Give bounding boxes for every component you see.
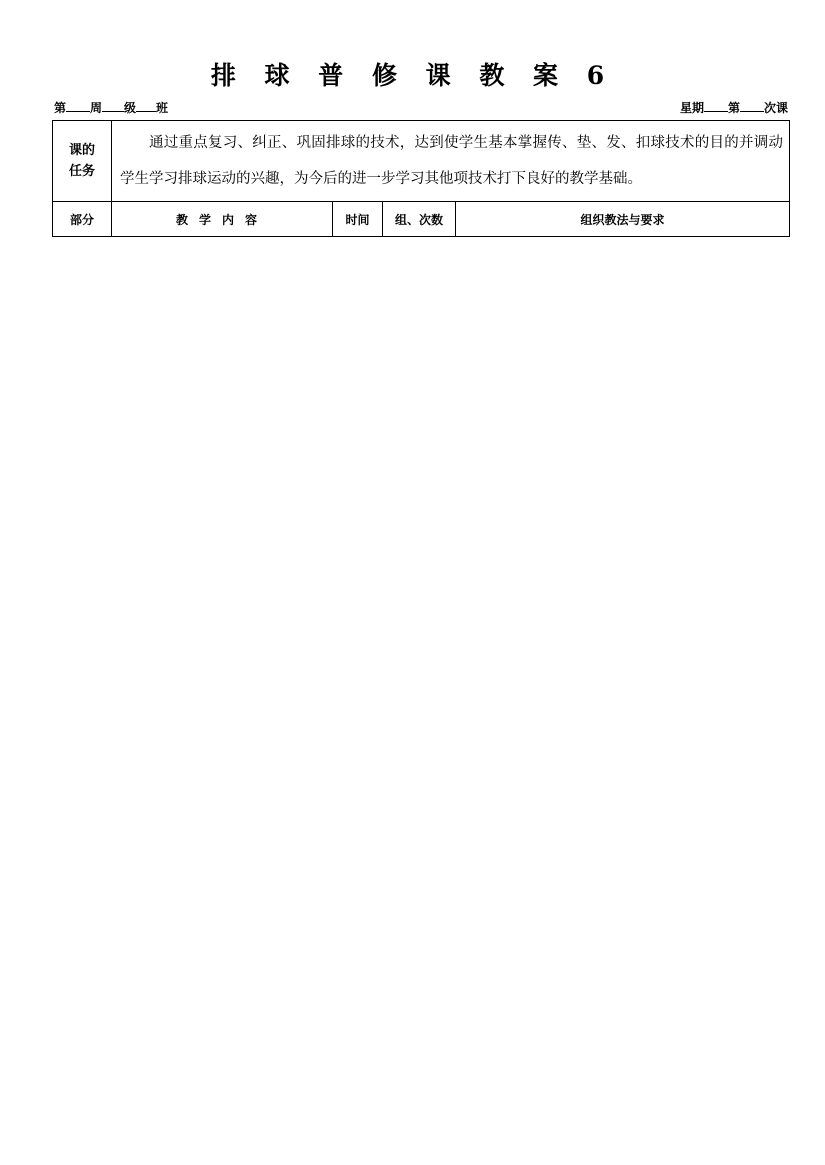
class-info-row: [54, 99, 788, 119]
lesson-prefix: 第: [727, 101, 740, 115]
task-label-line2: 任务: [68, 164, 95, 179]
header-groups: 组、次数: [383, 202, 456, 237]
header-row: [53, 202, 790, 237]
lesson-label: 次课: [763, 101, 788, 115]
header-time: 时间: [333, 202, 383, 237]
grade-label: 级: [124, 101, 137, 115]
header-method: 组织教法与要求: [456, 202, 790, 237]
lesson-blank: [740, 99, 764, 112]
class-blank: [136, 99, 156, 112]
task-label-cell: [53, 121, 112, 202]
document-title: 排 球 普 修 课 教 案 6: [210, 61, 615, 90]
week-label: 周: [90, 101, 103, 115]
weekday-lesson: [680, 99, 788, 116]
weekday-label: 星期: [679, 101, 704, 115]
week-blank: [66, 99, 90, 112]
week-prefix: 第: [54, 101, 67, 115]
header-part: 部分: [53, 202, 112, 237]
task-description: 通过重点复习、纠正、巩固排球的技术，达到使学生基本掌握传、垫、发、扣球技术的目的并调动学生学习排球运动的兴趣，为今后的进一步学习其他项技术打下良好的教学基础。: [112, 121, 790, 202]
task-label-line1: 课的: [68, 143, 95, 158]
header-content: 教学内容: [112, 202, 333, 237]
week-grade-class: [54, 99, 168, 116]
weekday-blank: [704, 99, 728, 112]
lesson-plan-table: [52, 120, 790, 237]
class-label: 班: [156, 101, 169, 115]
task-row: [53, 121, 790, 202]
grade-blank: [102, 99, 124, 112]
